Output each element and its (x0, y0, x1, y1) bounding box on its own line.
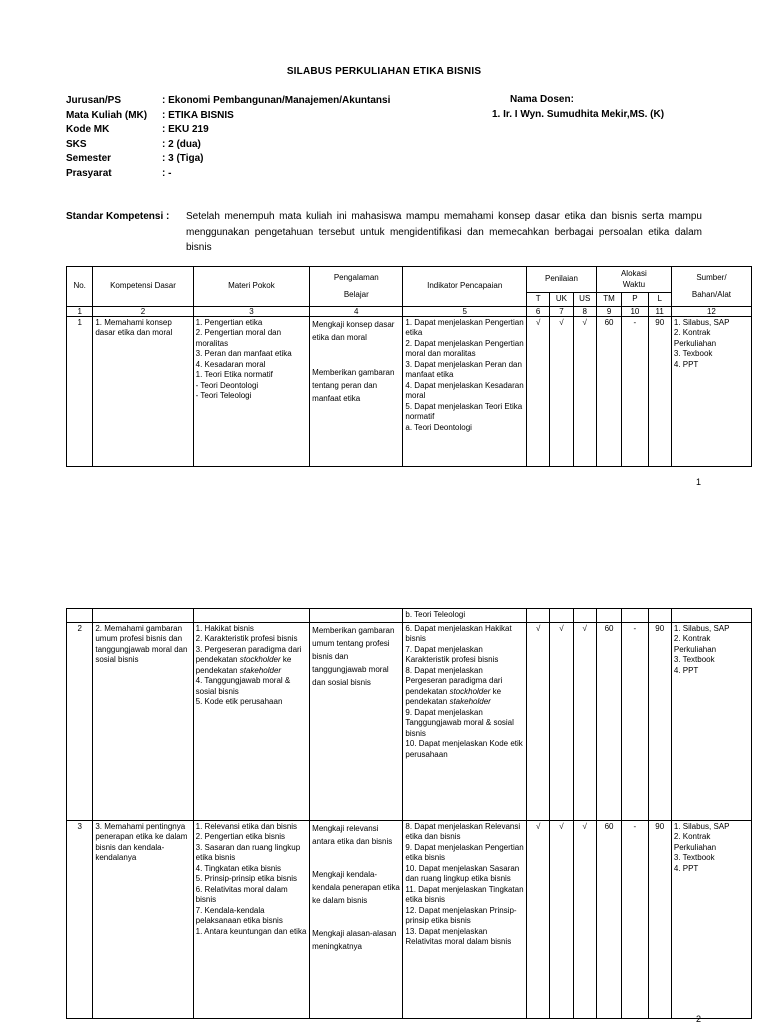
text: 2. Karakteristik profesi bisnis (195, 634, 298, 643)
text: stockholder (239, 655, 281, 664)
text: : ETIKA BISNIS (162, 109, 234, 121)
table-cell: √ (573, 316, 596, 466)
table-cell (403, 820, 527, 1018)
text (196, 645, 308, 677)
page-number: 1 (696, 477, 702, 487)
table-cell (596, 609, 621, 623)
text: Mengkaji konsep dasar etika dan moral (312, 319, 395, 342)
table-cell: 1 (67, 306, 93, 316)
table-cell: √ (573, 622, 596, 820)
table-cell: √ (550, 820, 573, 1018)
table-cell: √ (550, 316, 573, 466)
text (312, 848, 400, 868)
header-materi: Materi Pokok (193, 267, 310, 307)
table-cell: 3. Memahami pentingnya penerapan etika ke dalam bisnis dan kendala-kendalanya (93, 820, 193, 1018)
table-cell: 1 (67, 316, 93, 466)
table-row (67, 316, 752, 466)
table-cell (193, 820, 310, 1018)
header-p: P (622, 293, 648, 307)
text: stakeholder (239, 665, 282, 675)
text: Mengkaji alasan-alasan meningkatnya (312, 928, 397, 951)
table-cell: √ (527, 622, 550, 820)
table-cell: 90 (648, 316, 671, 466)
table-row (67, 820, 752, 1018)
column-numbers (67, 306, 752, 316)
standard-label (66, 211, 169, 222)
table-cell: 8 (573, 306, 596, 316)
text: 7. Kendala-kendala pelaksanaan etika bisnis (195, 905, 283, 925)
table-cell: √ (573, 820, 596, 1018)
text: 3. Sasaran dan ruang lingkup etika bisnis (195, 842, 301, 862)
table-cell (671, 820, 751, 1018)
table-row (67, 622, 752, 820)
text: Mata Kuliah (MK) (66, 109, 148, 121)
table-cell (403, 622, 527, 820)
table-cell (403, 316, 527, 466)
text: 5. Dapat menjelaskan Teori Etika normatif (405, 401, 523, 421)
text: 1. Silabus, SAP (673, 317, 730, 327)
text: a. Teori Deontologi (405, 422, 472, 432)
table-cell: Memberikan gambaran umum tentang profesi bisnis dan tanggungjawab moral dan sosial bisnis (310, 622, 403, 820)
text: 3. Texbook (673, 349, 713, 358)
header-us: US (573, 293, 596, 307)
text: : 2 (dua) (162, 138, 201, 150)
text: 1. Silabus, SAP (673, 623, 730, 633)
text: 3. Dapat menjelaskan Peran dan manfaat etika (405, 359, 522, 379)
lecturer-name: 1. Ir. I Wyn. Sumudhita Mekir,MS. (K) (492, 109, 665, 120)
text: 1. Dapat menjelaskan Pengertian etika (405, 317, 524, 337)
text: 1. Relevansi etika dan bisnis (195, 821, 298, 831)
text: Belajar (343, 290, 369, 300)
syllabus-table-page1 (66, 266, 752, 467)
table-cell: - (622, 316, 648, 466)
header-indikator: Indikator Pencapaian (403, 267, 527, 307)
header-kompetensi: Kompetensi Dasar (93, 267, 193, 307)
text: 1. Teori Etika normatif (195, 370, 273, 379)
table-cell: 7 (550, 306, 573, 316)
text: - Teori Teleologi (195, 391, 252, 400)
text: 8. Dapat menjelaskan Relevansi etika dan bisnis (405, 821, 521, 841)
table-cell (310, 820, 403, 1018)
text: Standar Kompetensi (66, 211, 164, 222)
header-uk: UK (550, 293, 573, 307)
text: 2. Pengertian moral dan moralitas (195, 328, 282, 348)
text: 3. Peran dan manfaat etika (195, 349, 292, 358)
text: Bahan/Alat (691, 290, 731, 300)
table-cell (550, 609, 573, 623)
text: Jurusan/PS (66, 95, 122, 106)
table-cell: 90 (648, 622, 671, 820)
text: 8. Dapat menjelaskan Pergeseran paradigma dari pendekatan (405, 665, 503, 696)
text: 12. Dapat menjelaskan Prinsip-prinsip etika bisnis (405, 905, 517, 925)
text (405, 666, 524, 708)
text: 5. Prinsip-prinsip etika bisnis (195, 874, 298, 883)
text: : - (162, 167, 172, 179)
text: 10. Dapat menjelaskan Sasaran dan ruang lingkup etika bisnis (405, 863, 520, 883)
table-cell (527, 609, 550, 623)
table-cell: 1. Memahami konsep dasar etika dan moral (93, 316, 193, 466)
header-sumber (671, 267, 751, 307)
meta-row (66, 152, 390, 167)
text: SKS (66, 138, 87, 150)
table-cell: 60 (596, 820, 621, 1018)
table-cell (671, 622, 751, 820)
table-cell (193, 609, 310, 623)
text: ke pendekatan (405, 686, 502, 706)
header-penilaian: Penilaian (527, 267, 597, 293)
header-alokasi (596, 267, 671, 293)
table-cell (671, 316, 751, 466)
text: stakeholder (449, 697, 491, 706)
text: 4. PPT (673, 359, 699, 369)
text: Waktu (622, 279, 646, 289)
table-cell: 6 (527, 306, 550, 316)
table-cell (622, 609, 648, 623)
text: 4. Tingkatan etika bisnis (195, 863, 282, 873)
table-cell: - (622, 622, 648, 820)
text: 2. Kontrak Perkuliahan (673, 328, 717, 348)
header-l: L (648, 293, 671, 307)
syllabus-table-page2 (66, 608, 752, 1019)
table-cell (671, 609, 751, 623)
text: Sumber/ (696, 273, 727, 283)
text: stockholder (449, 686, 491, 696)
text: 7. Dapat menjelaskan Karakteristik profesi bisnis (405, 644, 499, 664)
text: 2. Dapat menjelaskan Pengertian moral dan moralitas (405, 338, 524, 358)
text: 6. Relativitas moral dalam bisnis (195, 884, 288, 904)
table-cell (648, 609, 671, 623)
text (312, 907, 400, 927)
text: Mengkaji kendala-kendala penerapan etika ke dalam bisnis (312, 869, 400, 905)
table-cell: √ (527, 316, 550, 466)
table-cell (310, 609, 403, 623)
text: 13. Dapat menjelaskan Relativitas moral dalam bisnis (405, 926, 512, 946)
text: Alokasi (620, 269, 647, 278)
table-cell (193, 622, 310, 820)
text: Memberikan gambaran tentang peran dan manfaat etika (312, 367, 395, 403)
table-cell (573, 609, 596, 623)
header-pengalaman (310, 267, 403, 307)
table-cell: b. Teori Teleologi (403, 609, 527, 623)
page-number: 2 (696, 1014, 702, 1024)
header-tm: TM (596, 293, 621, 307)
header-no: No. (67, 267, 93, 307)
text: 6. Dapat menjelaskan Hakikat bisnis (405, 623, 512, 643)
text (312, 344, 400, 366)
text: 1. Hakikat bisnis (195, 623, 254, 633)
course-meta (66, 94, 390, 181)
table-cell: 90 (648, 820, 671, 1018)
table-cell (310, 316, 403, 466)
text: 1. Antara keuntungan dan etika (195, 926, 307, 936)
table-cell: 5 (403, 306, 527, 316)
text: 5. Kode etik perusahaan (195, 697, 283, 706)
text: 4. Kesadaran moral (195, 359, 266, 369)
table-cell: 2. Memahami gambaran umum profesi bisnis dan tanggungjawab moral dan sosial bisnis (93, 622, 193, 820)
table-cell: 2 (67, 622, 93, 820)
text: 3. Pergeseran paradigma dari pendekatan (195, 644, 302, 664)
text: Kode MK (66, 124, 110, 135)
meta-row (66, 167, 390, 182)
text: 2. Kontrak Perkuliahan (673, 634, 717, 654)
text: : EKU 219 (162, 124, 209, 135)
text: 1. Pengertian etika (195, 317, 263, 327)
text: 4. Tanggungjawab moral & sosial bisnis (195, 676, 291, 696)
table-cell: 11 (648, 306, 671, 316)
text: : 3 (Tiga) (162, 153, 204, 164)
meta-row (66, 123, 390, 138)
table-cell: - (622, 820, 648, 1018)
text: 9. Dapat menjelaskan Pengertian etika bisnis (405, 842, 524, 862)
table-cell: √ (550, 622, 573, 820)
table-cell: 9 (596, 306, 621, 316)
table-cell: 60 (596, 622, 621, 820)
text: - Teori Deontologi (195, 380, 259, 390)
table-cell (67, 609, 93, 623)
lecturer-label: Nama Dosen: (510, 94, 574, 105)
document-title: SILABUS PERKULIAHAN ETIKA BISNIS (286, 66, 482, 77)
meta-row (66, 94, 390, 109)
text: 10. Dapat menjelaskan Kode etik perusahaan (405, 739, 523, 759)
table-cell: √ (527, 820, 550, 1018)
text: Pengalaman (333, 273, 379, 283)
text: 4. PPT (673, 863, 699, 873)
text: 9. Dapat menjelaskan Tanggungjawab moral & sosial bisnis (405, 707, 514, 738)
text: Semester (66, 153, 112, 164)
text: : Ekonomi Pembangunan/Manajemen/Akuntansi (162, 95, 391, 106)
text: ke pendekatan (195, 655, 292, 675)
meta-row (66, 109, 390, 124)
text: 4. Dapat menjelaskan Kesadaran moral (405, 380, 524, 400)
standard-text: Setelah menempuh mata kuliah ini mahasiswa mampu memahami konsep dasar etika dan bisnis serta mampu menggunakan pengetahuan tersebut untuk mengidentifikasi dan memecahkan berbagai persoalan etika dalam bisnis (186, 211, 702, 253)
text: : (166, 211, 170, 222)
table-cell: 12 (671, 306, 751, 316)
text: 3. Textbook (673, 853, 715, 862)
header-t: T (527, 293, 550, 307)
text: 2. Kontrak Perkuliahan (673, 832, 717, 852)
table-cell: 3 (67, 820, 93, 1018)
text: 2. Pengertian etika bisnis (195, 832, 286, 841)
text: Prasyarat (66, 167, 112, 179)
text: 4. PPT (673, 665, 699, 675)
table-cell: 4 (310, 306, 403, 316)
table-cell (93, 609, 193, 623)
table-cell (193, 316, 310, 466)
table-cell: 60 (596, 316, 621, 466)
text: Mengkaji relevansi antara etika dan bisnis (312, 823, 393, 846)
table-cell: 2 (93, 306, 193, 316)
text: 1. Silabus, SAP (673, 821, 730, 831)
table-cell: 3 (193, 306, 310, 316)
text: 11. Dapat menjelaskan Tingkatan etika bisnis (405, 884, 524, 904)
table-row (67, 609, 752, 623)
table-cell: 10 (622, 306, 648, 316)
text: 3. Textbook (673, 655, 715, 664)
meta-row (66, 138, 390, 153)
